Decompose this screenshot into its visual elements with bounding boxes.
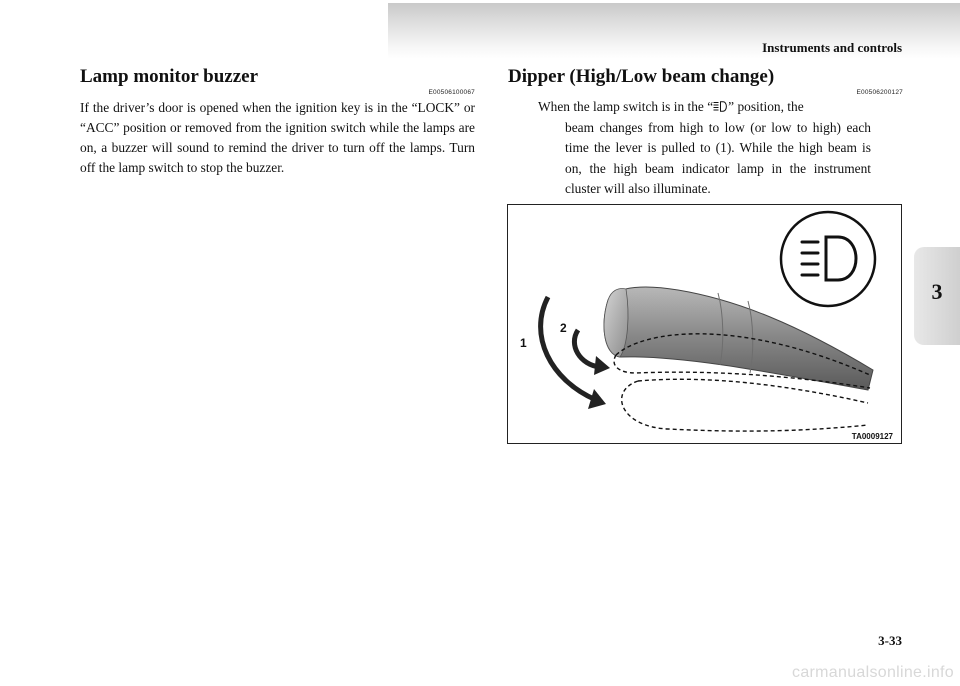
dipper-body-position: ” position, the <box>728 99 804 114</box>
page-number: 3-33 <box>878 633 902 648</box>
section-title-lamp-monitor: Lamp monitor buzzer <box>80 66 259 87</box>
section-code: E00506200127 <box>856 89 903 96</box>
dipper-body-start: When the lamp switch is in the “ <box>538 99 714 114</box>
lowered-position-outline <box>622 381 868 431</box>
running-header: Instruments and controls <box>762 40 902 55</box>
section-code: E00506100067 <box>428 89 475 96</box>
dipper-body <box>538 97 871 200</box>
lamp-monitor-section <box>80 66 475 178</box>
chapter-number: 3 <box>931 279 943 304</box>
lever-tip <box>604 288 628 357</box>
section-title-dipper: Dipper (High/Low beam change) <box>508 66 775 87</box>
dipper-lever-illustration <box>507 204 902 444</box>
dipper-body-rest: beam changes from high to low (or low to high) each time the lever is pulled to (1). While the high beam is on, the high beam indicator lamp in the instrument cluster will also illuminate. <box>565 119 871 196</box>
chapter-tab <box>914 247 960 345</box>
lamp-monitor-body: If the driver’s door is opened when the ignition key is in the “LOCK” or “ACC” position or removed from the ignition switch while the lamps are on, a buzzer will sound to remind the driver to turn off the lamps. Turn off the lamp switch to stop the buzzer. <box>80 100 475 175</box>
watermark: carmanualsonline.info <box>792 664 954 681</box>
high-beam-symbol-circle <box>781 212 875 306</box>
high-beam-icon <box>713 101 728 112</box>
lever-drawing <box>508 205 902 444</box>
label-2: 2 <box>560 321 567 335</box>
dipper-section <box>508 66 903 200</box>
label-1: 1 <box>520 336 527 350</box>
figure-code: TA0009127 <box>851 432 893 441</box>
arrow-1 <box>541 297 596 400</box>
